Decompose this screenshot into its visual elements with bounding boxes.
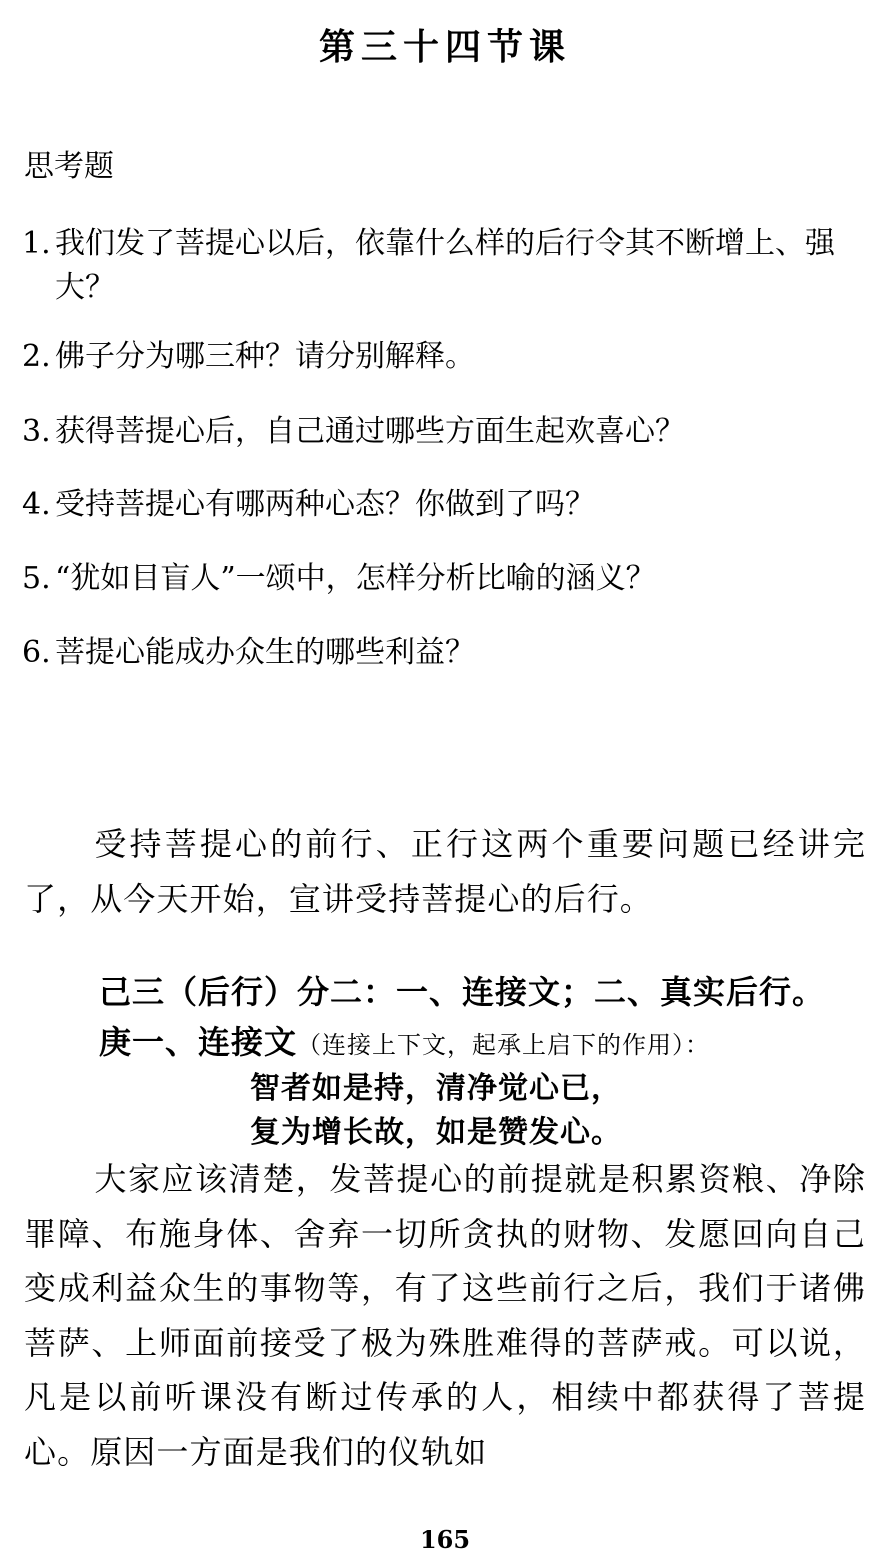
question-number: 4. [22, 487, 51, 522]
question-text: 佛子分为哪三种？请分别解释。 [55, 339, 475, 374]
question-number: 5. [22, 561, 51, 596]
question-item [22, 410, 867, 454]
question-text: 菩提心能成办众生的哪些利益？ [55, 635, 475, 670]
section-heading-note: （连接上下文，起承上启下的作用）： [297, 1031, 711, 1059]
verse-line: 智者如是持，清净觉心已， [250, 1071, 622, 1106]
questions-heading: 思考题 [24, 149, 114, 184]
question-item [22, 483, 867, 527]
question-number: 1. [22, 226, 51, 261]
intro-paragraph: 受持菩提心的前行、正行这两个重要问题已经讲完了，从今天开始，宣讲受持菩提心的后行。 [24, 825, 866, 918]
question-item [22, 557, 867, 601]
question-number: 2. [22, 339, 51, 374]
body-paragraph: 大家应该清楚，发菩提心的前提就是积累资粮、净除罪障、布施身体、舍弃一切所贪执的财物、发愿回向自己变成利益众生的事物等，有了这些前行之后，我们于诸佛菩萨、上师面前接受了极为殊胜难得的菩萨戒。可以说，凡是以前听课没有断过传承的人，相续中都获得了菩提心。原因一方面是我们的仪轨如 [24, 1160, 866, 1471]
question-number: 6. [22, 635, 51, 670]
question-text: 我们发了菩提心以后，依靠什么样的后行令其不断增上、强大？ [55, 226, 835, 305]
section-heading [99, 1018, 879, 1069]
question-item [22, 222, 867, 310]
question-item [22, 631, 867, 675]
question-text: 受持菩提心有哪两种心态？你做到了吗？ [55, 487, 595, 522]
question-text: 获得菩提心后，自己通过哪些方面生起欢喜心？ [55, 414, 685, 449]
outline-heading: 己三（后行）分二：一、连接文；二、真实后行。 [99, 973, 826, 1011]
lesson-title: 第三十四节课 [318, 26, 571, 68]
question-item [22, 335, 867, 379]
question-number: 3. [22, 414, 51, 449]
page-number: 165 [419, 1525, 471, 1554]
section-heading-text: 庚一、连接文 [99, 1023, 298, 1061]
verse-line: 复为增长故，如是赞发心。 [250, 1115, 622, 1150]
question-text: “犹如目盲人”一颂中，怎样分析比喻的涵义？ [55, 561, 656, 596]
